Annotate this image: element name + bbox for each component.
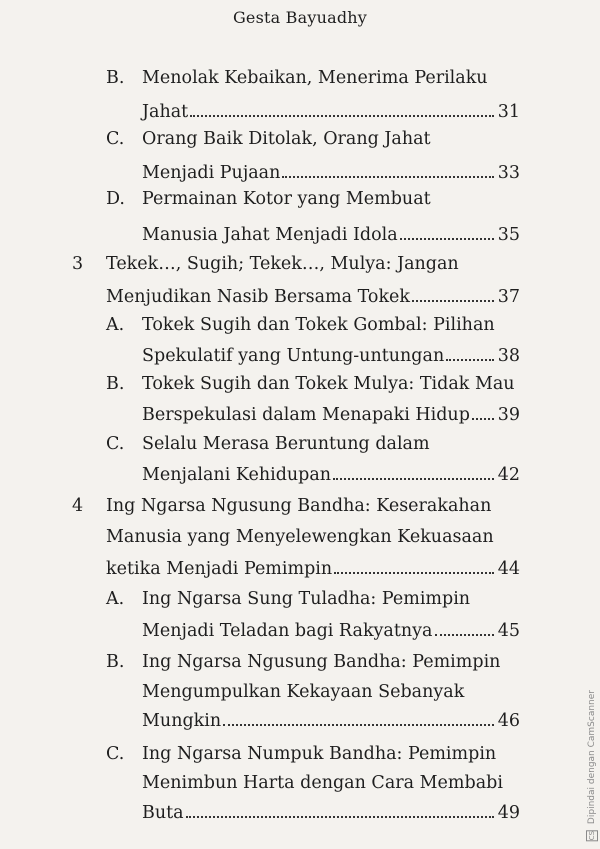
entry-title-line: Orang Baik Ditolak, Orang Jahat [142,129,431,149]
entry-leader-line [142,402,520,427]
entry-leader-line [142,618,520,643]
leader-dots [400,222,494,240]
entry-leader-line [142,222,520,247]
leader-dots [282,160,493,178]
leader-dots [186,800,494,818]
leader-dots [412,284,494,302]
entry-leader-line [142,99,520,124]
entry-title-line: Spekulatif yang Untung-untungan [142,346,445,366]
scanner-watermark [586,690,598,841]
entry-title-line: Mungkin [142,711,222,731]
entry-title-line: Selalu Merasa Beruntung dalam [142,434,430,454]
chapter-number: 4 [72,496,84,516]
page-number: 42 [497,465,520,485]
entry-title-line: Tokek Sugih dan Tokek Mulya: Tidak Mau [142,374,515,394]
page-number: 31 [497,102,520,122]
entry-leader-line [142,800,520,825]
leader-dots [190,99,494,117]
entry-letter: B. [106,374,125,394]
entry-title-line: Permainan Kotor yang Membuat [142,189,431,209]
page-number: 35 [497,225,520,245]
entry-letter: C. [106,434,125,454]
page-number: 38 [497,346,520,366]
chapter-title-line: ketika Menjadi Pemimpin [106,559,333,579]
entry-title-line: Menimbun Harta dengan Cara Membabi [142,773,503,793]
entry-letter: C. [106,744,125,764]
chapter-title-line: Manusia yang Menyelewengkan Kekuasaan [106,527,494,547]
entry-title-line: Ing Ngarsa Ngusung Bandha: Pemimpin [142,652,501,672]
leader-dots [223,708,494,726]
page-number: 49 [497,803,520,823]
entry-title-line: Tokek Sugih dan Tokek Gombal: Pilihan [142,315,495,335]
entry-letter: B. [106,652,125,672]
camscanner-logo-icon: CS [588,830,596,841]
entry-title-line: Menjalani Kehidupan [142,465,332,485]
entry-leader-line [142,708,520,733]
entry-title-line: Menjadi Teladan bagi Rakyatnya [142,621,433,641]
leader-dots [435,618,494,636]
entry-title-line: Jahat [142,102,189,122]
watermark-text: Dipindai dengan CamScanner [587,690,597,825]
entry-letter: B. [106,68,125,88]
entry-title-line: Mengumpulkan Kekayaan Sebanyak [142,682,465,702]
entry-title-line: Menjadi Pujaan [142,163,281,183]
entry-title-line: Manusia Jahat Menjadi Idola [142,225,398,245]
entry-title-line: Buta [142,803,184,823]
entry-title-line: Ing Ngarsa Numpuk Bandha: Pemimpin [142,744,497,764]
page-number: 44 [497,559,520,579]
chapter-leader-line [106,284,520,309]
entry-title-line: Berspekulasi dalam Menapaki Hidup [142,405,470,425]
entry-letter: A. [106,315,125,335]
entry-letter: D. [106,189,125,209]
page-number: 33 [497,163,520,183]
chapter-title-line: Ing Ngarsa Ngusung Bandha: Keserakahan [106,496,492,516]
entry-letter: C. [106,129,125,149]
entry-leader-line [142,462,520,487]
entry-title-line: Menolak Kebaikan, Menerima Perilaku [142,68,488,88]
entry-leader-line [142,160,520,185]
chapter-leader-line [106,556,520,581]
leader-dots [334,556,494,574]
entry-title-line: Ing Ngarsa Sung Tuladha: Pemimpin [142,589,471,609]
running-head: Gesta Bayuadhy [232,8,368,27]
page-number: 45 [497,621,520,641]
chapter-title-line: Menjudikan Nasib Bersama Tokek [106,287,411,307]
leader-dots [446,343,494,361]
chapter-title-line: Tekek…, Sugih; Tekek…, Mulya: Jangan [106,254,459,274]
leader-dots [472,402,494,420]
page-number: 46 [497,711,520,731]
entry-letter: A. [106,589,125,609]
page-number: 37 [497,287,520,307]
entry-leader-line [142,343,520,368]
leader-dots [333,462,494,480]
page-number: 39 [497,405,520,425]
chapter-number: 3 [72,254,84,274]
